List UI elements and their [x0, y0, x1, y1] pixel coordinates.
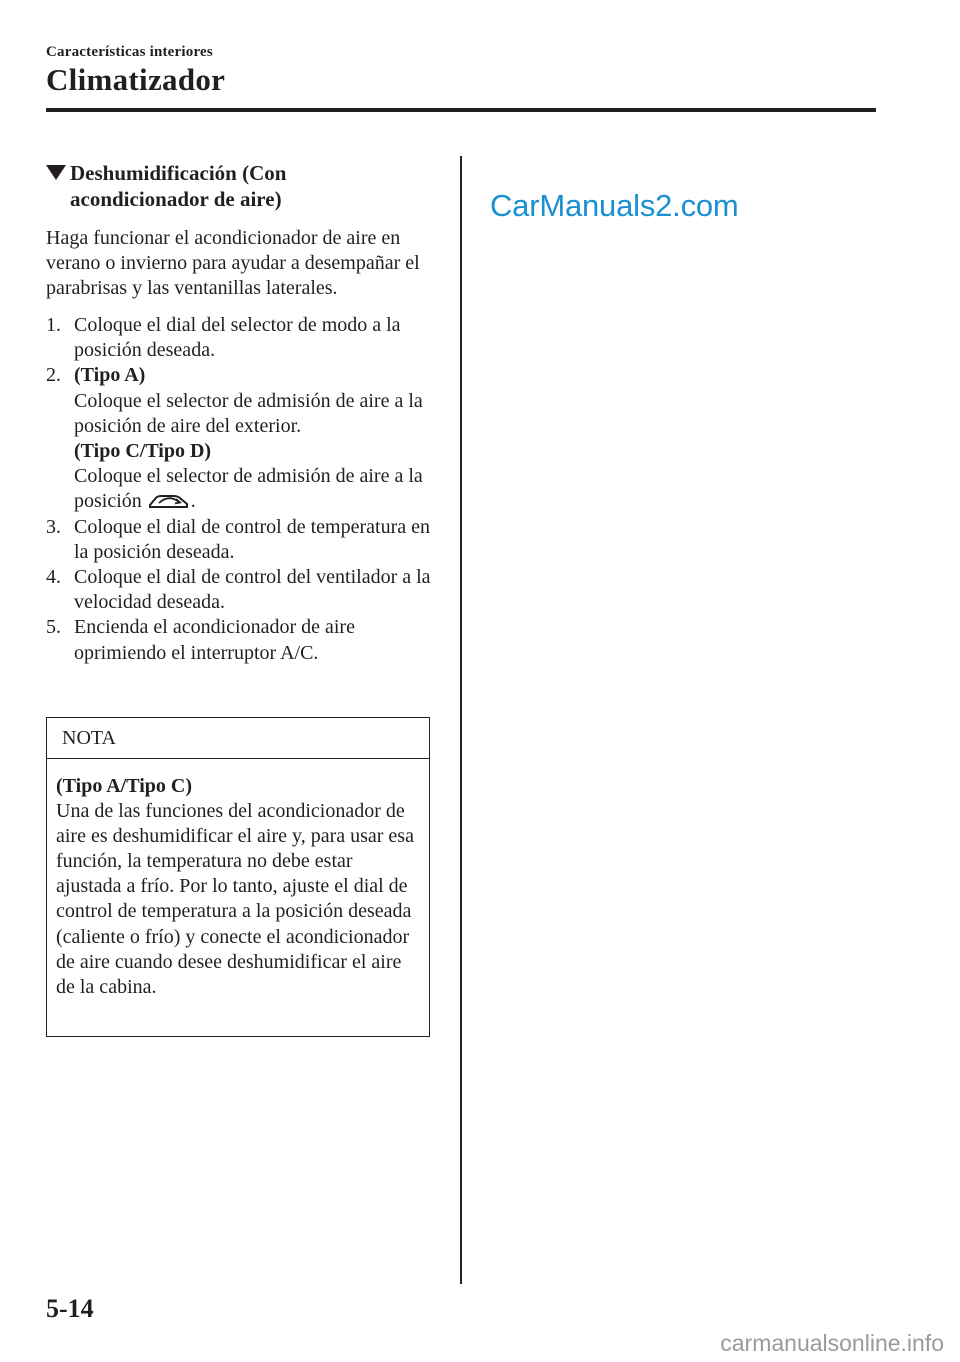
step-type-cd-label: (Tipo C/Tipo D): [74, 440, 212, 463]
step-text: Coloque el dial del selector de modo a la posición deseada.: [74, 314, 401, 362]
section-heading: [46, 160, 436, 212]
step-number: 5.: [46, 616, 61, 639]
step-number: 1.: [46, 314, 61, 336]
step-type-a-label: (Tipo A): [74, 364, 146, 387]
note-label: NOTA: [47, 718, 429, 759]
air-recirculation-icon: [147, 490, 191, 510]
step-number: 3.: [46, 515, 61, 538]
step-5: [46, 615, 436, 665]
heading-line-2: acondicionador de aire): [70, 187, 282, 211]
section-label: Características interiores: [46, 44, 213, 60]
step-number: 4.: [46, 566, 61, 589]
step-type-a-text: Coloque el selector de admisión de aire a la posición de aire del exterior.: [74, 389, 423, 437]
header-rule: [46, 108, 876, 112]
footer-watermark[interactable]: carmanualsonline.info: [720, 1330, 944, 1356]
step-3: [46, 515, 436, 565]
note-body: [47, 759, 429, 1000]
main-column: [46, 160, 436, 666]
step-4: [46, 565, 436, 615]
page-number: 5-14: [46, 1294, 94, 1323]
heading-line-1: Deshumidificación (Con: [70, 161, 287, 185]
step-number: 2.: [46, 364, 61, 387]
chapter-title: Climatizador: [46, 62, 226, 97]
step-1: [46, 313, 436, 363]
step-2: [46, 363, 436, 514]
note-text: Una de las funciones del acondicionador de aire es deshumidificar el aire y, para usar esa función, la temperatura no debe estar ajustada a frío. Por lo tanto, ajuste el dial de control de temperatura a la posición deseada (caliente o frío) y conecte el acondicionador de aire cuando desee deshumidificar el aire de la cabina.: [56, 800, 414, 998]
step-text: Encienda el acondicionador de aire oprimiendo el interruptor A/C.: [74, 616, 355, 664]
note-box: [46, 717, 430, 1037]
step-type-cd-line: [74, 464, 436, 514]
steps-list: [46, 313, 436, 666]
note-subtitle: (Tipo A/Tipo C): [56, 775, 192, 797]
step-text: Coloque el dial de control del ventilador a la velocidad deseada.: [74, 566, 431, 614]
down-triangle-icon: [46, 165, 66, 180]
column-divider: [460, 156, 462, 1284]
intro-paragraph: Haga funcionar el acondicionador de aire en verano o invierno para ayudar a desempañar el parabrisas y las ventanillas laterales.: [46, 227, 420, 299]
step-text: Coloque el dial de control de temperatura en la posición deseada.: [74, 515, 430, 563]
step-type-cd-text: Coloque el selector de admisión de aire a la posición: [74, 465, 423, 513]
step-type-cd-end: .: [190, 490, 196, 513]
watermark-logo[interactable]: CarManuals2.com: [490, 188, 739, 223]
